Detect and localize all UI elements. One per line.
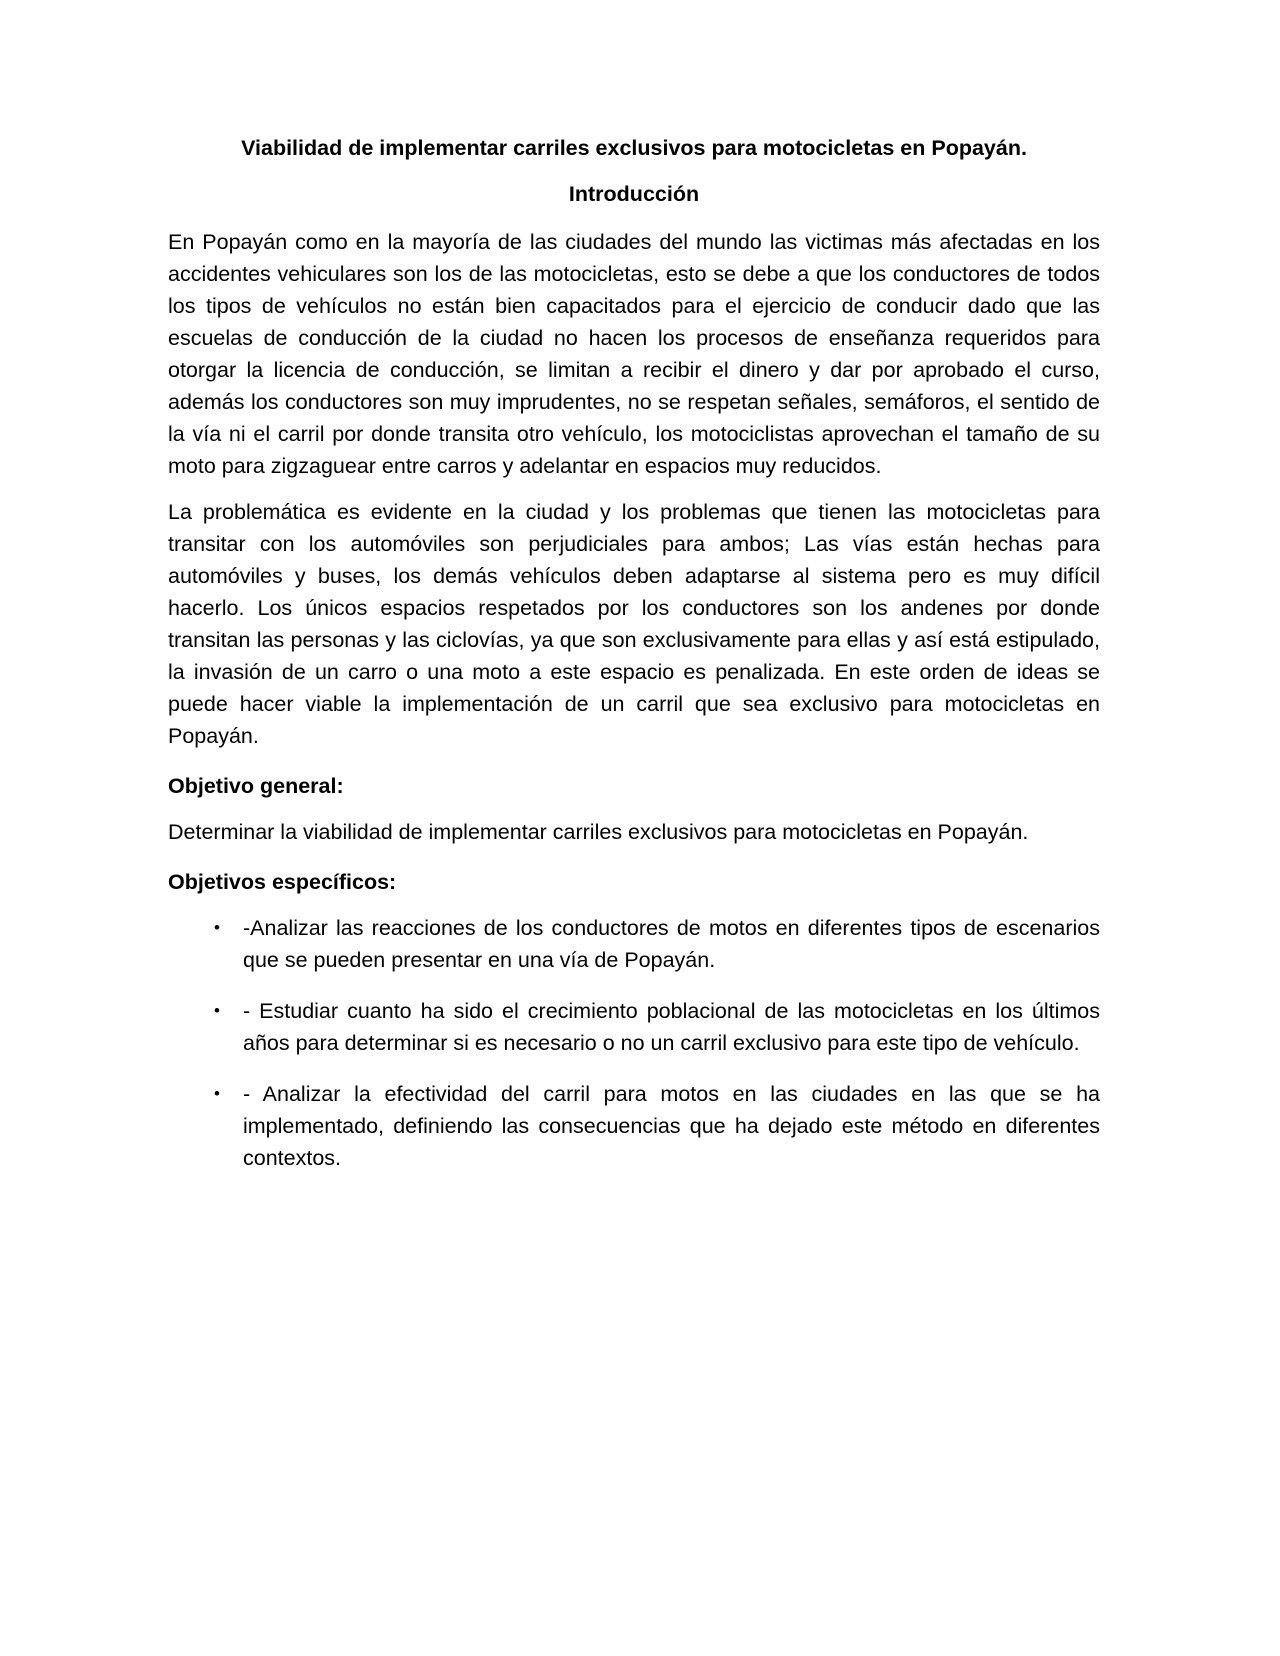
paragraph-objetivo-general: Determinar la viabilidad de implementar carriles exclusivos para motocicletas en Popayán.: [168, 820, 1029, 844]
heading-objetivo-general: Objetivo general:: [168, 774, 344, 798]
bullet-icon: •: [214, 1084, 220, 1103]
heading-objetivos-especificos: Objetivos específicos:: [168, 870, 397, 894]
list-item-text: - Estudiar cuanto ha sido el crecimiento poblacional de las motocicletas en los últimos años para determinar si es necesario o no un carril exclusivo para este tipo de vehículo.: [243, 999, 1100, 1055]
bullet-icon: •: [214, 1001, 220, 1020]
intro-paragraph-2: La problemática es evidente en la ciudad y los problemas que tienen las motocicletas para transitar con los automóviles son perjudiciales para ambos; Las vías están hechas para automóviles y buses, los demás vehículos deben adaptarse al sistema pero es muy difícil hacerlo. Los únicos espacios respetados por los conductores son los andenes por donde transitan las personas y las ciclovías, ya que son exclusivamente para ellas y así está estipulado, la invasión de un carro o una moto a este espacio es penalizada. En este orden de ideas se puede hacer viable la implementación de un carril que sea exclusivo para motocicletas en Popayán.: [168, 500, 1100, 748]
objetivos-especificos-list: [168, 912, 1100, 1174]
bullet-icon: •: [214, 918, 220, 937]
document-title: Viabilidad de implementar carriles exclusivos para motocicletas en Popayán.: [241, 136, 1027, 160]
document-subtitle: Introducción: [568, 182, 700, 206]
list-item-text: - Analizar la efectividad del carril para motos en las ciudades en las que se ha implementado, definiendo las consecuencias que ha dejado este método en diferentes contextos.: [243, 1082, 1100, 1170]
list-item-objetivo-1: [168, 912, 1100, 976]
intro-paragraph-1: En Popayán como en la mayoría de las ciudades del mundo las victimas más afectadas en los accidentes vehiculares son los de las motocicletas, esto se debe a que los conductores de todos los tipos de vehículos no están bien capacitados para el ejercicio de conducir dado que las escuelas de conducción de la ciudad no hacen los procesos de enseñanza requeridos para otorgar la licencia de conducción, se limitan a recibir el dinero y dar por aprobado el curso, además los conductores son muy imprudentes, no se respetan señales, semáforos, el sentido de la vía ni el carril por donde transita otro vehículo, los motociclistas aprovechan el tamaño de su moto para zigzaguear entre carros y adelantar en espacios muy reducidos.: [168, 230, 1100, 478]
list-item-objetivo-2: [168, 995, 1100, 1059]
list-item-text: -Analizar las reacciones de los conductores de motos en diferentes tipos de escenarios que se pueden presentar en una vía de Popayán.: [243, 916, 1100, 972]
list-item-objetivo-3: [168, 1078, 1100, 1174]
